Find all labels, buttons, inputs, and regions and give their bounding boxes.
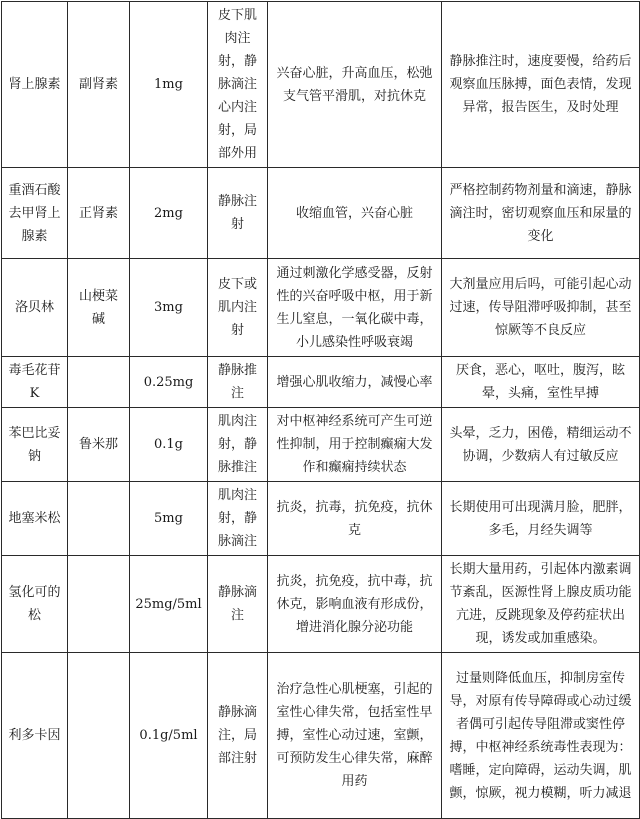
drug-notes-cell: 大剂量应用后吗，可能引起心动过速，传导阻滞呼吸抑制，甚至惊厥等不良反应 <box>442 259 640 357</box>
drug-alias-cell <box>68 482 130 556</box>
drug-route-cell: 静脉注射 <box>208 168 268 259</box>
drug-alias-cell: 正肾素 <box>68 168 130 259</box>
drug-notes-cell: 头晕，乏力，困倦，精细运动不协调，少数病人有过敏反应 <box>442 408 640 482</box>
drug-notes-cell: 长期大量用药，引起体内激素调节紊乱，医源性肾上腺皮质功能亢进，反跳现象及停药症状出现，诱发或加重感染。 <box>442 556 640 653</box>
drug-effect-cell: 兴奋心脏，升高血压，松弛支气管平滑肌，对抗休克 <box>268 2 442 168</box>
drug-alias-cell: 副肾素 <box>68 2 130 168</box>
table-row <box>2 482 640 556</box>
drug-alias-cell <box>68 556 130 653</box>
drug-effect-cell: 收缩血管，兴奋心脏 <box>268 168 442 259</box>
drug-alias-cell: 山梗菜碱 <box>68 259 130 357</box>
drug-notes-cell: 厌食，恶心，呕吐，腹泻，眩晕，头痛，室性早搏 <box>442 357 640 408</box>
drug-effect-cell: 对中枢神经系统可产生可逆性抑制，用于控制癫痫大发作和癫痫持续状态 <box>268 408 442 482</box>
drug-name-cell: 利多卡因 <box>2 653 68 819</box>
table-row <box>2 2 640 168</box>
drug-route-cell: 静脉滴注，局部注射 <box>208 653 268 819</box>
table-row <box>2 357 640 408</box>
drug-name-cell: 地塞米松 <box>2 482 68 556</box>
drug-route-cell: 静脉推注 <box>208 357 268 408</box>
drug-route-cell: 皮下肌肉注射，静脉滴注心内注射，局部外用 <box>208 2 268 168</box>
drug-notes-cell: 过量则降低血压，抑制房室传导，对原有传导障碍或心动过缓者偶可引起传导阻滞或窦性停搏，中枢神经系统毒性表现为：嗜睡，定向障碍，运动失调，肌颤，惊厥，视力模糊，听力减退 <box>442 653 640 819</box>
drug-route-cell: 静脉滴注 <box>208 556 268 653</box>
drug-name-cell: 毒毛花苷K <box>2 357 68 408</box>
drug-notes-cell: 静脉推注时，速度要慢，给药后观察血压脉搏，面色表情，发现异常，报告医生，及时处理 <box>442 2 640 168</box>
drug-name-cell: 氢化可的松 <box>2 556 68 653</box>
drug-dose-cell: 2mg <box>130 168 208 259</box>
drug-name-cell: 洛贝林 <box>2 259 68 357</box>
drug-alias-cell: 鲁米那 <box>68 408 130 482</box>
table-row <box>2 259 640 357</box>
drug-dose-cell: 1mg <box>130 2 208 168</box>
drug-effect-cell: 通过刺激化学感受器，反射性的兴奋呼吸中枢，用于新生儿窒息，一氧化碳中毒，小儿感染性呼吸衰竭 <box>268 259 442 357</box>
table-row <box>2 408 640 482</box>
drug-name-cell: 重酒石酸去甲肾上腺素 <box>2 168 68 259</box>
drug-alias-cell <box>68 653 130 819</box>
drug-route-cell: 肌肉注射，静脉滴注 <box>208 482 268 556</box>
drug-name-cell: 肾上腺素 <box>2 2 68 168</box>
drug-route-cell: 皮下或肌内注射 <box>208 259 268 357</box>
drug-effect-cell: 抗炎，抗毒，抗免疫，抗休克 <box>268 482 442 556</box>
drug-notes-cell: 长期使用可出现满月脸，肥胖，多毛，月经失调等 <box>442 482 640 556</box>
drug-effect-cell: 治疗急性心肌梗塞，引起的室性心律失常，包括室性早搏，室性心动过速，室颤，可预防发生心律失常，麻醉用药 <box>268 653 442 819</box>
drug-dose-cell: 3mg <box>130 259 208 357</box>
drug-alias-cell <box>68 357 130 408</box>
drug-dose-cell: 25mg/5ml <box>130 556 208 653</box>
drug-dose-cell: 0.1g <box>130 408 208 482</box>
drug-notes-cell: 严格控制药物剂量和滴速，静脉滴注时，密切观察血压和尿量的变化 <box>442 168 640 259</box>
drug-dose-cell: 0.25mg <box>130 357 208 408</box>
drug-route-cell: 肌肉注射，静脉推注 <box>208 408 268 482</box>
table-row <box>2 168 640 259</box>
drug-dose-cell: 0.1g/5ml <box>130 653 208 819</box>
table-row <box>2 653 640 819</box>
table-row <box>2 556 640 653</box>
drug-reference-table <box>1 1 640 819</box>
drug-dose-cell: 5mg <box>130 482 208 556</box>
drug-effect-cell: 增强心肌收缩力，减慢心率 <box>268 357 442 408</box>
drug-name-cell: 苯巴比妥钠 <box>2 408 68 482</box>
drug-effect-cell: 抗炎，抗免疫，抗中毒，抗休克，影响血液有形成份，增进消化腺分泌功能 <box>268 556 442 653</box>
